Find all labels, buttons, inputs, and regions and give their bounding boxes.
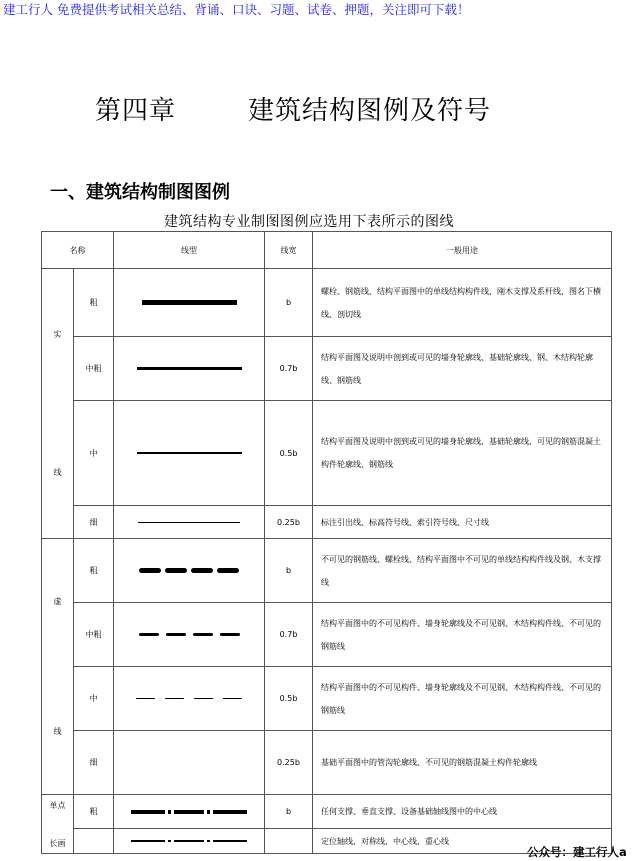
sub-name-cell: 中 bbox=[74, 401, 114, 506]
chapter-heading bbox=[95, 90, 491, 127]
line-dash-segment bbox=[165, 698, 184, 700]
table-row bbox=[42, 539, 612, 603]
line-sample-cell bbox=[114, 401, 265, 506]
usage-cell: 结构平面图及说明中剖到或可见的墙身轮廓线、基础轮廓线、可见的钢筋混凝土构件轮廓线、钢筋线 bbox=[313, 401, 612, 506]
line-sample-cell bbox=[114, 603, 265, 667]
table-row bbox=[42, 603, 612, 667]
line-chain-dash bbox=[131, 810, 165, 814]
line-sample-cell bbox=[114, 506, 265, 539]
group-name-char: 线 bbox=[53, 467, 62, 477]
line-dash-segment bbox=[139, 568, 161, 573]
section-title: 一、建筑结构制图图例 bbox=[50, 182, 230, 203]
footer-account: 公众号：建工行人a bbox=[527, 845, 627, 859]
group-name-char: 虚 bbox=[53, 597, 62, 607]
line-dash-segment bbox=[193, 633, 213, 636]
line-sample-cell bbox=[114, 269, 265, 337]
line-width-cell: b bbox=[265, 795, 313, 829]
line-chain-dash bbox=[174, 810, 204, 814]
header-line: 线型 bbox=[114, 232, 265, 269]
usage-cell: 任何支撑、垂直支撑、设备基础轴线图中的中心线 bbox=[313, 795, 612, 829]
line-width-cell: b bbox=[265, 539, 313, 603]
line-sample-cell bbox=[114, 337, 265, 401]
group-name-cell bbox=[42, 795, 74, 854]
line-sample-solid-thick bbox=[114, 300, 264, 305]
line-sample-cell bbox=[114, 539, 265, 603]
line-chain-dot bbox=[207, 840, 210, 842]
sub-name-cell: 中 bbox=[74, 667, 114, 731]
line-width-cell: b bbox=[265, 269, 313, 337]
line-sample-chain-thick bbox=[114, 810, 264, 814]
sub-name-cell: 中粗 bbox=[74, 337, 114, 401]
line-dash-segment bbox=[136, 698, 155, 700]
chapter-number: 第四章 bbox=[95, 96, 177, 126]
line-dash-segment bbox=[191, 568, 213, 573]
line-width-cell: 0.25b bbox=[265, 731, 313, 795]
header-name: 名称 bbox=[42, 232, 114, 269]
header-use: 一般用途 bbox=[313, 232, 612, 269]
line-chain-dot bbox=[168, 810, 171, 814]
table-caption: 建筑结构专业制图图例应选用下表所示的图线 bbox=[164, 214, 454, 230]
line-sample-solid-medium bbox=[114, 452, 264, 454]
usage-cell: 结构平面图及说明中剖到或可见的墙身轮廓线、基础轮廓线、钢、木结构轮廓线、钢筋线 bbox=[313, 337, 612, 401]
header-width: 线宽 bbox=[265, 232, 313, 269]
sub-name-cell bbox=[74, 829, 114, 854]
table-row bbox=[42, 795, 612, 829]
line-chain-dash bbox=[213, 840, 247, 842]
table-body bbox=[42, 269, 612, 854]
line-chain-dash bbox=[131, 840, 165, 842]
line-dash-segment bbox=[139, 633, 159, 636]
group-name-cell bbox=[42, 539, 74, 795]
line-dash-segment bbox=[166, 633, 186, 636]
line-chain-dash bbox=[213, 810, 247, 814]
line-type-table bbox=[41, 231, 612, 854]
line-dash-segment bbox=[165, 568, 187, 573]
table-row bbox=[42, 506, 612, 539]
line-width-cell: 0.5b bbox=[265, 667, 313, 731]
line-sample-dash-medium bbox=[114, 698, 264, 700]
line-sample-chain-thin bbox=[114, 840, 264, 842]
line-chain-dash bbox=[174, 840, 204, 842]
usage-cell: 标注引出线、标高符号线、索引符号线、尺寸线 bbox=[313, 506, 612, 539]
sub-name-cell: 粗 bbox=[74, 269, 114, 337]
table-row bbox=[42, 401, 612, 506]
sub-name-cell: 细 bbox=[74, 506, 114, 539]
line-sample-cell bbox=[114, 829, 265, 854]
line-width-cell: 0.7b bbox=[265, 337, 313, 401]
line-width-cell: 0.5b bbox=[265, 401, 313, 506]
table-row bbox=[42, 337, 612, 401]
line-sample-segment bbox=[142, 300, 237, 305]
line-sample-solid-midthick bbox=[114, 367, 264, 370]
usage-cell: 不可见的钢筋线、螺栓线、结构平面图中不可见的单线结构构件线及钢、木支撑线 bbox=[313, 539, 612, 603]
promo-banner: 建工行人 免费提供考试相关总结、背诵、口诀、习题、试卷、押题，关注即可下载！ bbox=[3, 2, 470, 17]
line-width-cell: 0.7b bbox=[265, 603, 313, 667]
group-name-char: 实 bbox=[53, 330, 62, 340]
line-sample-cell bbox=[114, 731, 265, 795]
table-row bbox=[42, 731, 612, 795]
usage-cell: 螺栓、钢筋线、结构平面图中的单线结构构件线，刚木支撑及系杆线，图名下横线、剖切线 bbox=[313, 269, 612, 337]
line-chain-dot bbox=[168, 840, 171, 842]
table-row bbox=[42, 829, 612, 854]
line-width-cell: 0.25b bbox=[265, 506, 313, 539]
line-width-cell bbox=[265, 829, 313, 854]
table-row bbox=[42, 667, 612, 731]
sub-name-cell: 中粗 bbox=[74, 603, 114, 667]
line-dash-segment bbox=[194, 698, 213, 700]
line-sample-cell bbox=[114, 795, 265, 829]
group-name-char: 长画 bbox=[49, 838, 66, 848]
line-dash-segment bbox=[223, 698, 242, 700]
group-name-char: 单点 bbox=[49, 800, 66, 810]
line-chain-dot bbox=[207, 810, 210, 814]
group-name-cell bbox=[42, 269, 74, 539]
line-dash-segment bbox=[220, 633, 240, 636]
chapter-title: 建筑结构图例及符号 bbox=[248, 96, 492, 126]
line-sample-segment bbox=[137, 367, 242, 370]
sub-name-cell: 细 bbox=[74, 731, 114, 795]
usage-cell: 结构平面图中的不可见构件、墙身轮廓线及不可见钢、木结构构件线、不可见的钢筋线 bbox=[313, 667, 612, 731]
line-sample-solid-thin bbox=[114, 522, 264, 523]
sub-name-cell: 粗 bbox=[74, 795, 114, 829]
usage-cell: 定位轴线、对称线、中心线、重心线 bbox=[313, 829, 612, 854]
line-sample-segment bbox=[138, 522, 240, 523]
line-sample-dash-thick bbox=[114, 568, 264, 573]
line-sample-dash-midthick bbox=[114, 633, 264, 636]
sub-name-cell: 粗 bbox=[74, 539, 114, 603]
line-sample-segment bbox=[137, 452, 242, 454]
table-row bbox=[42, 269, 612, 337]
line-dash-segment bbox=[217, 568, 239, 573]
line-sample-cell bbox=[114, 667, 265, 731]
group-name-char: 线 bbox=[53, 726, 62, 736]
usage-cell: 结构平面图中的不可见构件、墙身轮廓线及不可见钢、木结构构件线、不可见的钢筋线 bbox=[313, 603, 612, 667]
table-header-row bbox=[42, 232, 612, 269]
usage-cell: 基础平面图中的管沟轮廓线、不可见的钢筋混凝土构件轮廓线 bbox=[313, 731, 612, 795]
